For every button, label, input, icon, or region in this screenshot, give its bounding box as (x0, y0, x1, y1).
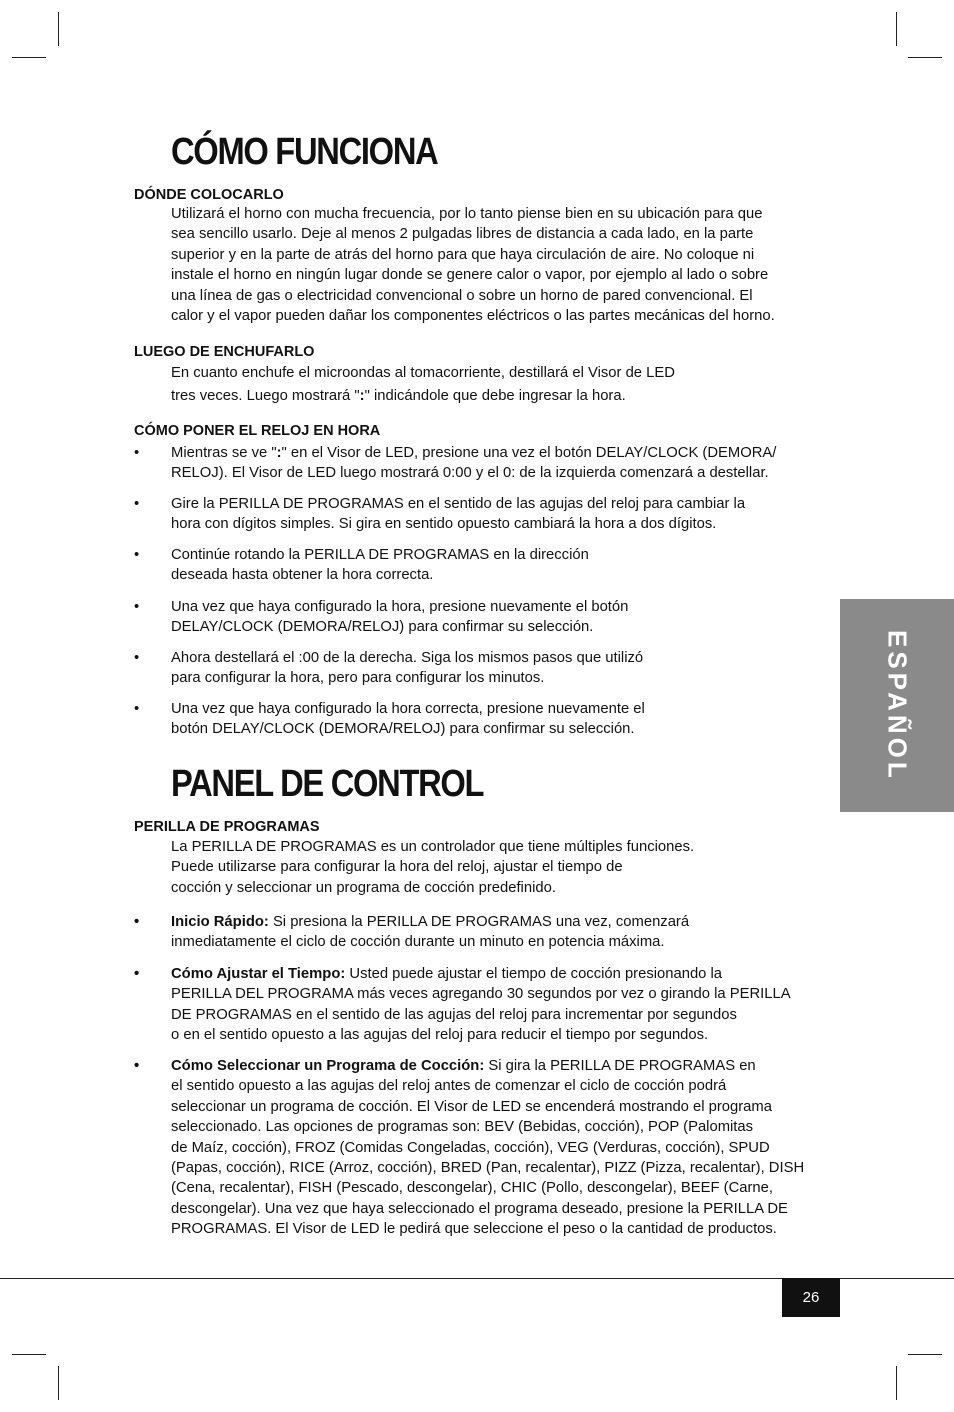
text-line: RELOJ). El Visor de LED luego mostrará 0:00 y el 0: de la izquierda comenzará a destellar. (171, 465, 769, 482)
text-line: botón DELAY/CLOCK (DEMORA/RELOJ) para confirmar su selección. (171, 721, 635, 738)
text-line: el sentido opuesto a las agujas del reloj antes de comenzar el ciclo de cocción podrá (171, 1078, 727, 1095)
bullet-icon: • (134, 547, 140, 563)
section-title-how-it-works: CÓMO FUNCIONA (171, 131, 438, 173)
text-line: Gire la PERILLA DE PROGRAMAS en el sentido de las agujas del reloj para cambiar la (171, 496, 746, 512)
text-line: DE PROGRAMAS en el sentido de las agujas del reloj para incrementar por segundos (171, 1006, 737, 1023)
bold-label: Cómo Ajustar el Tiempo: (171, 966, 346, 982)
text-line: para configurar la hora, pero para configurar los minutos. (171, 670, 545, 687)
text-line: instale el horno en ningún lugar donde se genere calor o vapor, por ejemplo al lado o sobre (171, 267, 769, 284)
text-line: La PERILLA DE PROGRAMAS es un controlador que tiene múltiples funciones. (171, 839, 695, 855)
bullet-icon: • (134, 701, 140, 717)
crop-mark (12, 57, 46, 58)
crop-mark (908, 57, 942, 58)
text-fragment: Si presiona la PERILLA DE PROGRAMAS una vez, comenzará (268, 914, 690, 930)
text-line: Continúe rotando la PERILLA DE PROGRAMAS en la dirección (171, 547, 589, 563)
text-line: cocción y seleccionar un programa de cocción predefinido. (171, 879, 556, 896)
text-line: calor y el vapor pueden dañar los componentes eléctricos o las partes mecánicas del horno. (171, 308, 775, 325)
text-line: una línea de gas o electricidad convencional o sobre un horno de pared convencional. El (171, 287, 753, 304)
colon-symbol: : (359, 388, 365, 404)
language-tab-label: ESPAÑOL (882, 629, 913, 782)
bullet-char: • (134, 1058, 140, 1074)
page-number: 26 (782, 1278, 840, 1317)
heading-where: DÓNDE COLOCARLO (134, 187, 284, 203)
bullet-icon (134, 964, 154, 984)
text-fragment: Usted puede ajustar el tiempo de cocción presionando la (345, 966, 723, 982)
crop-mark (896, 1366, 897, 1400)
text-fragment: Mientras se ve " (171, 445, 277, 461)
text-fragment: Si gira la PERILLA DE PROGRAMAS en (484, 1058, 756, 1074)
section-title-control-panel: PANEL DE CONTROL (171, 763, 484, 805)
heading-after-plug: LUEGO DE ENCHUFARLO (134, 344, 315, 360)
text-line: En cuanto enchufe el microondas al tomacorriente, destillará el Visor de LED (171, 365, 675, 381)
crop-mark (908, 1354, 942, 1355)
text-line: (Cena, recalentar), FISH (Pescado, descongelar), CHIC (Pollo, descongelar), BEEF (Carne, (171, 1180, 773, 1197)
text-line (171, 1056, 831, 1076)
text-line: seleccionado. Las opciones de programas son: BEV (Bebidas, cocción), POP (Palomitas (171, 1119, 754, 1136)
text-line: PROGRAMAS. El Visor de LED le pedirá que seleccione el peso o la cantidad de productos. (171, 1221, 777, 1238)
text-line: DELAY/CLOCK (DEMORA/RELOJ) para confirmar su selección. (171, 619, 594, 636)
text-line: Ahora destellará el :00 de la derecha. Siga los mismos pasos que utilizó (171, 650, 644, 666)
text-line: PERILLA DEL PROGRAMA más veces agregando 30 segundos por vez o girando la PERILLA (171, 986, 791, 1003)
crop-mark (58, 12, 59, 46)
text-line: descongelar). Una vez que haya seleccionado el programa deseado, presione la PERILLA DE (171, 1200, 788, 1217)
bold-label: Cómo Seleccionar un Programa de Cocción: (171, 1058, 485, 1074)
bullet-icon: • (134, 445, 140, 461)
text-line (171, 964, 831, 984)
text-line: Utilizará el horno con mucha frecuencia, por lo tanto piense bien en su ubicación para que (171, 206, 763, 222)
text-line: inmediatamente el ciclo de cocción durante un minuto en potencia máxima. (171, 934, 665, 951)
crop-mark (896, 12, 897, 46)
text-line: seleccionar un programa de cocción. El Visor de LED se encenderá mostrando el programa (171, 1098, 772, 1115)
bullet-icon: • (134, 496, 140, 512)
bullet-icon: • (134, 650, 140, 666)
bullet-icon (134, 912, 154, 932)
text-line: hora con dígitos simples. Si gira en sentido opuesto cambiará la hora a dos dígitos. (171, 516, 717, 533)
text-line: Una vez que haya configurado la hora correcta, presione nuevamente el (171, 701, 645, 717)
text-line: de Maíz, cocción), FROZ (Comidas Congeladas, cocción), VEG (Verduras, cocción), SPUD (171, 1139, 770, 1156)
text-fragment: " en el Visor de LED, presione una vez el botón DELAY/CLOCK (DEMORA/ (281, 445, 777, 461)
heading-program-knob: PERILLA DE PROGRAMAS (134, 819, 320, 835)
crop-mark (58, 1366, 59, 1400)
heading-set-clock: CÓMO PONER EL RELOJ EN HORA (134, 423, 381, 439)
crop-mark (12, 1354, 46, 1355)
language-tab (840, 599, 954, 812)
paragraph-program-knob (171, 837, 831, 898)
text-line: sea sencillo usarlo. Deje al menos 2 pulgadas libres de distancia a cada lado, en la parte (171, 226, 754, 243)
text-line: Puede utilizarse para configurar la hora del reloj, ajustar el tiempo de (171, 859, 623, 876)
text-fragment: tres veces. Luego mostrará " (171, 388, 360, 404)
bullet-char: • (134, 966, 140, 982)
text-line (171, 385, 831, 408)
text-line (171, 912, 831, 932)
paragraph-after-plug (171, 362, 831, 408)
bold-label: Inicio Rápido: (171, 914, 269, 930)
paragraph-where (171, 204, 831, 326)
text-line (171, 443, 831, 463)
text-line: deseada hasta obtener la hora correcta. (171, 567, 434, 584)
bullet-icon (134, 1056, 154, 1076)
bullet-icon: • (134, 599, 140, 615)
colon-symbol: : (276, 445, 282, 461)
text-line: o en el sentido opuesto a las agujas del reloj para reducir el tiempo por segundos. (171, 1027, 709, 1044)
text-line: superior y en la parte de atrás del horno para que haya circulación de aire. No coloque ni (171, 246, 755, 263)
text-line: (Papas, cocción), RICE (Arroz, cocción), BRED (Pan, recalentar), PIZZ (Pizza, recalentar), DISH (171, 1160, 805, 1177)
text-fragment: " indicándole que debe ingresar la hora. (364, 388, 626, 404)
text-line: Una vez que haya configurado la hora, presione nuevamente el botón (171, 599, 629, 615)
bullet-char: • (134, 914, 140, 930)
